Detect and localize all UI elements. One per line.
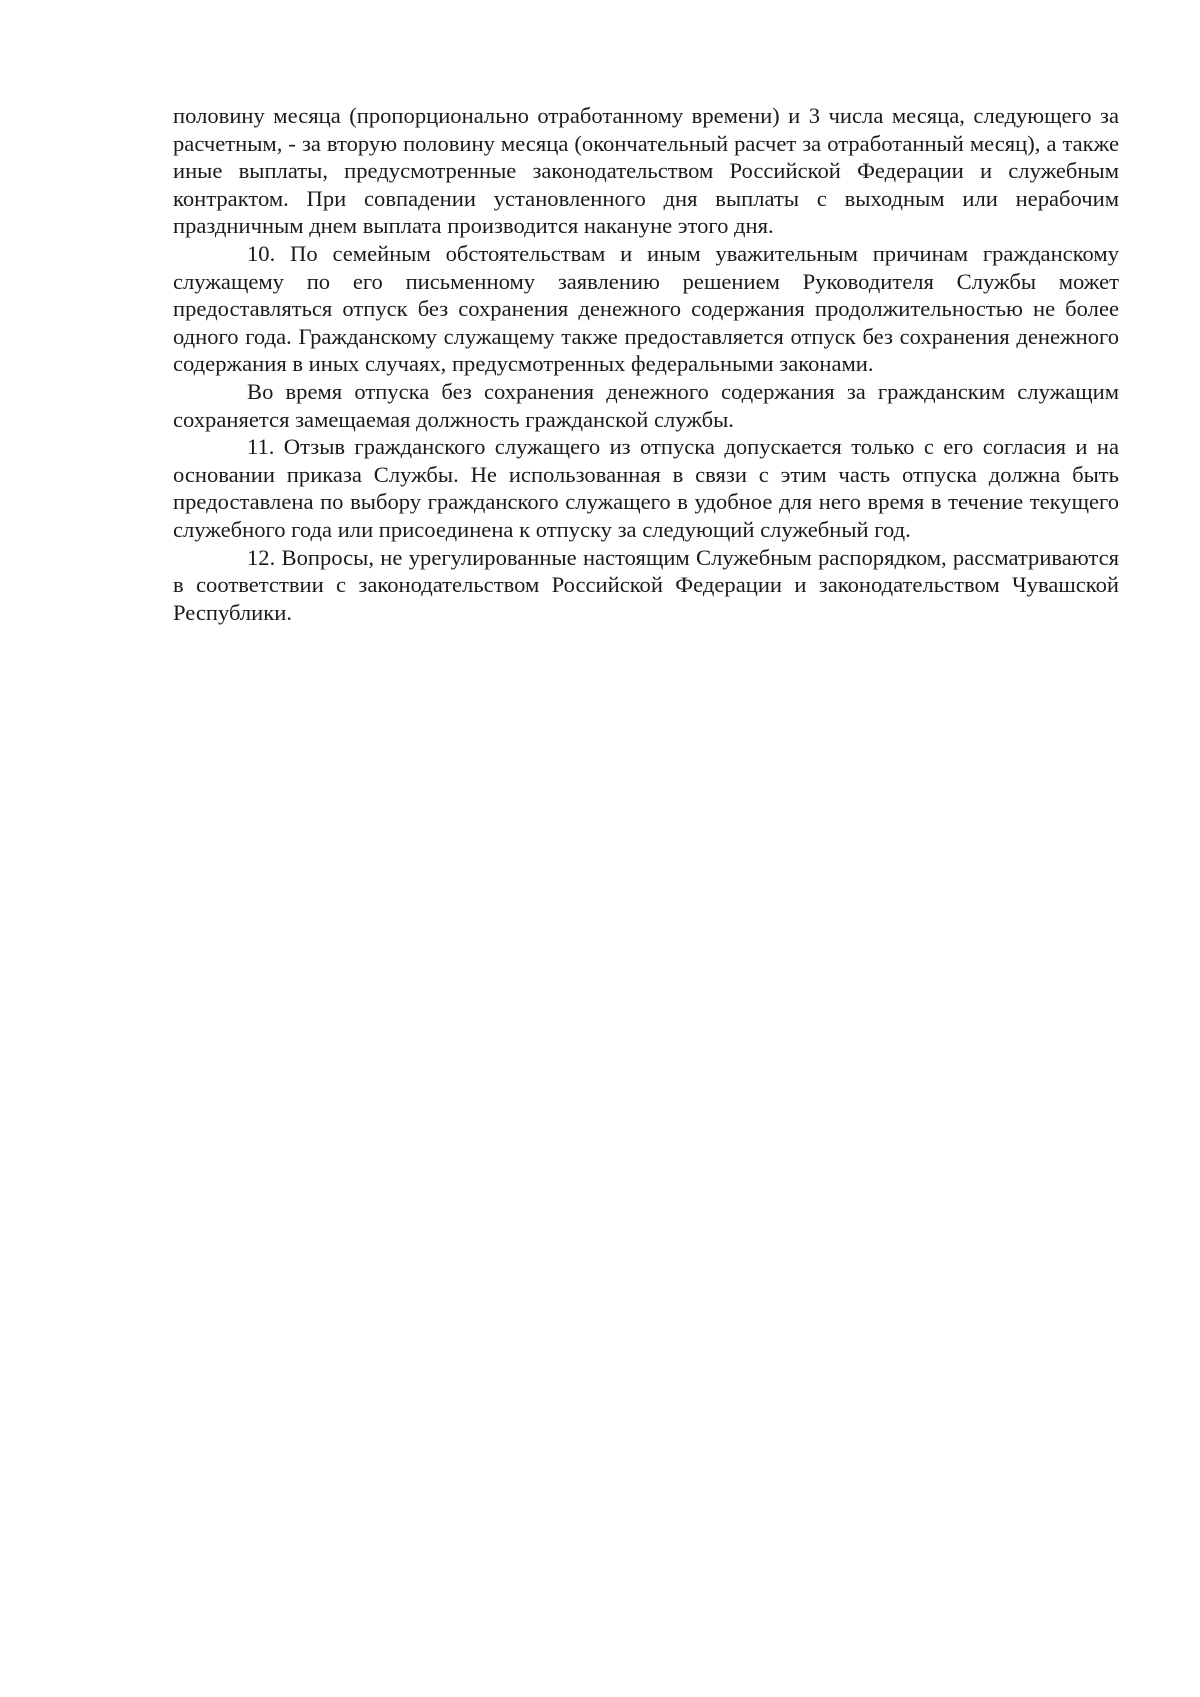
paragraph-salary-payment: половину месяца (пропорционально отработанному времени) и 3 числа месяца, следующего за расчетным, - за вторую половину месяца (окончательный расчет за отработанный месяц), а также иные выплаты, предусмотренные законодательством Российской Федерации и служебным контрактом. При совпадении установленного дня выплаты с выходным или нерабочим праздничным днем выплата производится накануне этого дня. (173, 103, 1119, 239)
paragraph-position-retained: Во время отпуска без сохранения денежного содержания за гражданским служащим сохраняется замещаемая должность гражданской службы. (173, 378, 1119, 432)
paragraph-11-leave-recall: 11. Отзыв гражданского служащего из отпуска допускается только с его согласия и на основании приказа Службы. Не использованная в связи с этим часть отпуска должна быть предоставлена по выбору гражданского служащего в удобное для него время в течение текущего служебного года или присоединена к отпуску за следующий служебный год. (173, 434, 1119, 542)
document-body (173, 102, 1119, 626)
paragraph-10-unpaid-leave: 10. По семейным обстоятельствам и иным уважительным причинам гражданскому служащему по его письменному заявлению решением Руководителя Службы может предоставляться отпуск без сохранения денежного содержания продолжительностью не более одного года. Гражданскому служащему также предоставляется отпуск без сохранения денежного содержания в иных случаях, предусмотренных федеральными законами. (173, 240, 1119, 377)
paragraph-12-unregulated-questions: 12. Вопросы, не урегулированные настоящим Служебным распорядком, рассматриваются в соответствии с законодательством Российской Федерации и законодательством Чувашской Республики. (173, 544, 1119, 625)
